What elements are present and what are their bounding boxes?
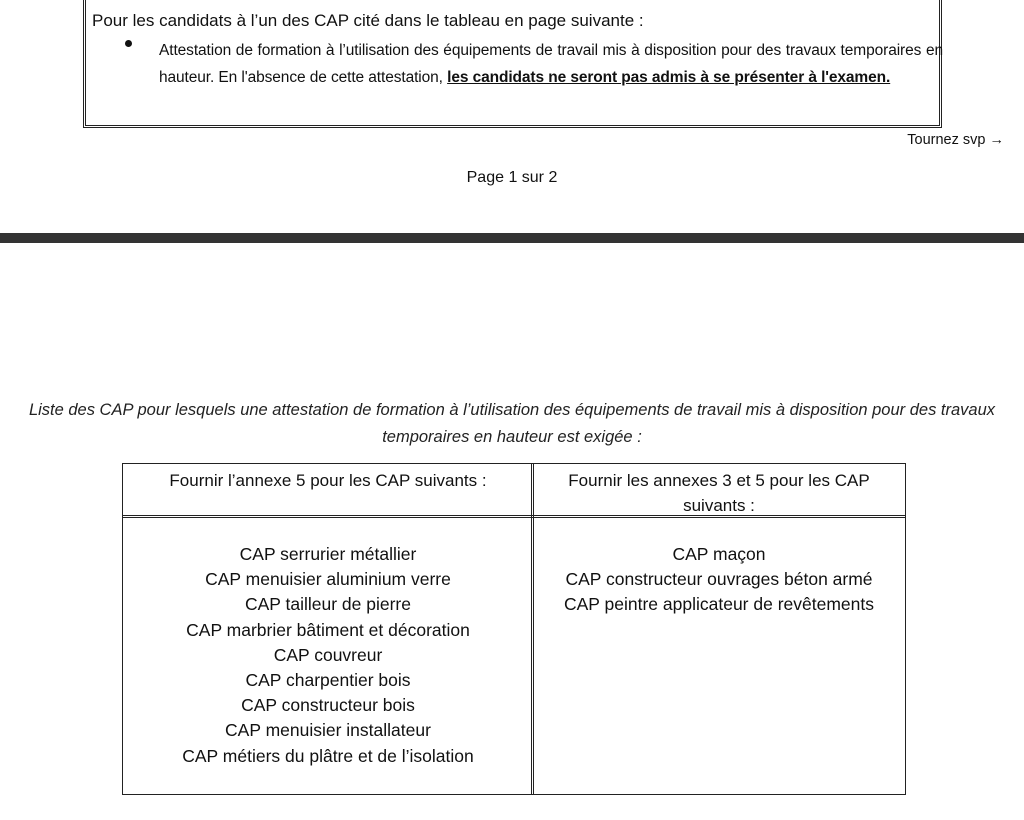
list-item: CAP menuisier installateur [225,720,431,741]
list-item: CAP peintre applicateur de revêtements [564,594,874,615]
bullet-text-emphasis: les candidats ne seront pas admis à se présenter à l'examen. [447,69,891,86]
notice-box [83,0,942,128]
list-item: CAP constructeur ouvrages béton armé [565,569,873,590]
list-item: CAP couvreur [273,644,383,665]
bullet-icon [125,40,132,47]
notice-intro: Pour les candidats à l’un des CAP cité dans le tableau en page suivante : [92,11,644,30]
list-item: CAP tailleur de pierre [244,594,411,615]
list-item: CAP charpentier bois [245,670,411,691]
list-annexe-5 [133,542,523,769]
cap-table [122,463,906,795]
header-annexes-3-5: Fournir les annexes 3 et 5 pour les CAP suivants : [568,471,870,515]
column-divider [531,464,534,794]
page-separator [0,233,1024,243]
list-item: CAP menuisier aluminium verre [205,569,451,590]
page-number: Page 1 sur 2 [466,169,558,186]
list-item: CAP marbrier bâtiment et décoration [186,619,470,640]
header-annexe-5: Fournir l’annexe 5 pour les CAP suivants : [169,471,487,490]
list-annexes-3-5 [543,542,895,618]
bullet-text [159,37,943,91]
bullet-text-main: Attestation de formation à l’utilisation des équipements de travail mis à disposition pour des travaux temporaires en hauteur. En l'absence de cette attestation, [159,42,943,86]
list-item: CAP métiers du plâtre et de l’isolation [182,745,474,766]
list-item: CAP constructeur bois [241,695,415,716]
list-item: CAP serrurier métallier [239,544,417,564]
turn-over-note: Tournez svp → [907,132,1004,148]
list-item: CAP maçon [672,544,766,564]
table-caption: Liste des CAP pour lesquels une attestation de formation à l’utilisation des équipements de travail mis à disposition pour des travaux temporaires en hauteur est exigée : [28,401,996,446]
